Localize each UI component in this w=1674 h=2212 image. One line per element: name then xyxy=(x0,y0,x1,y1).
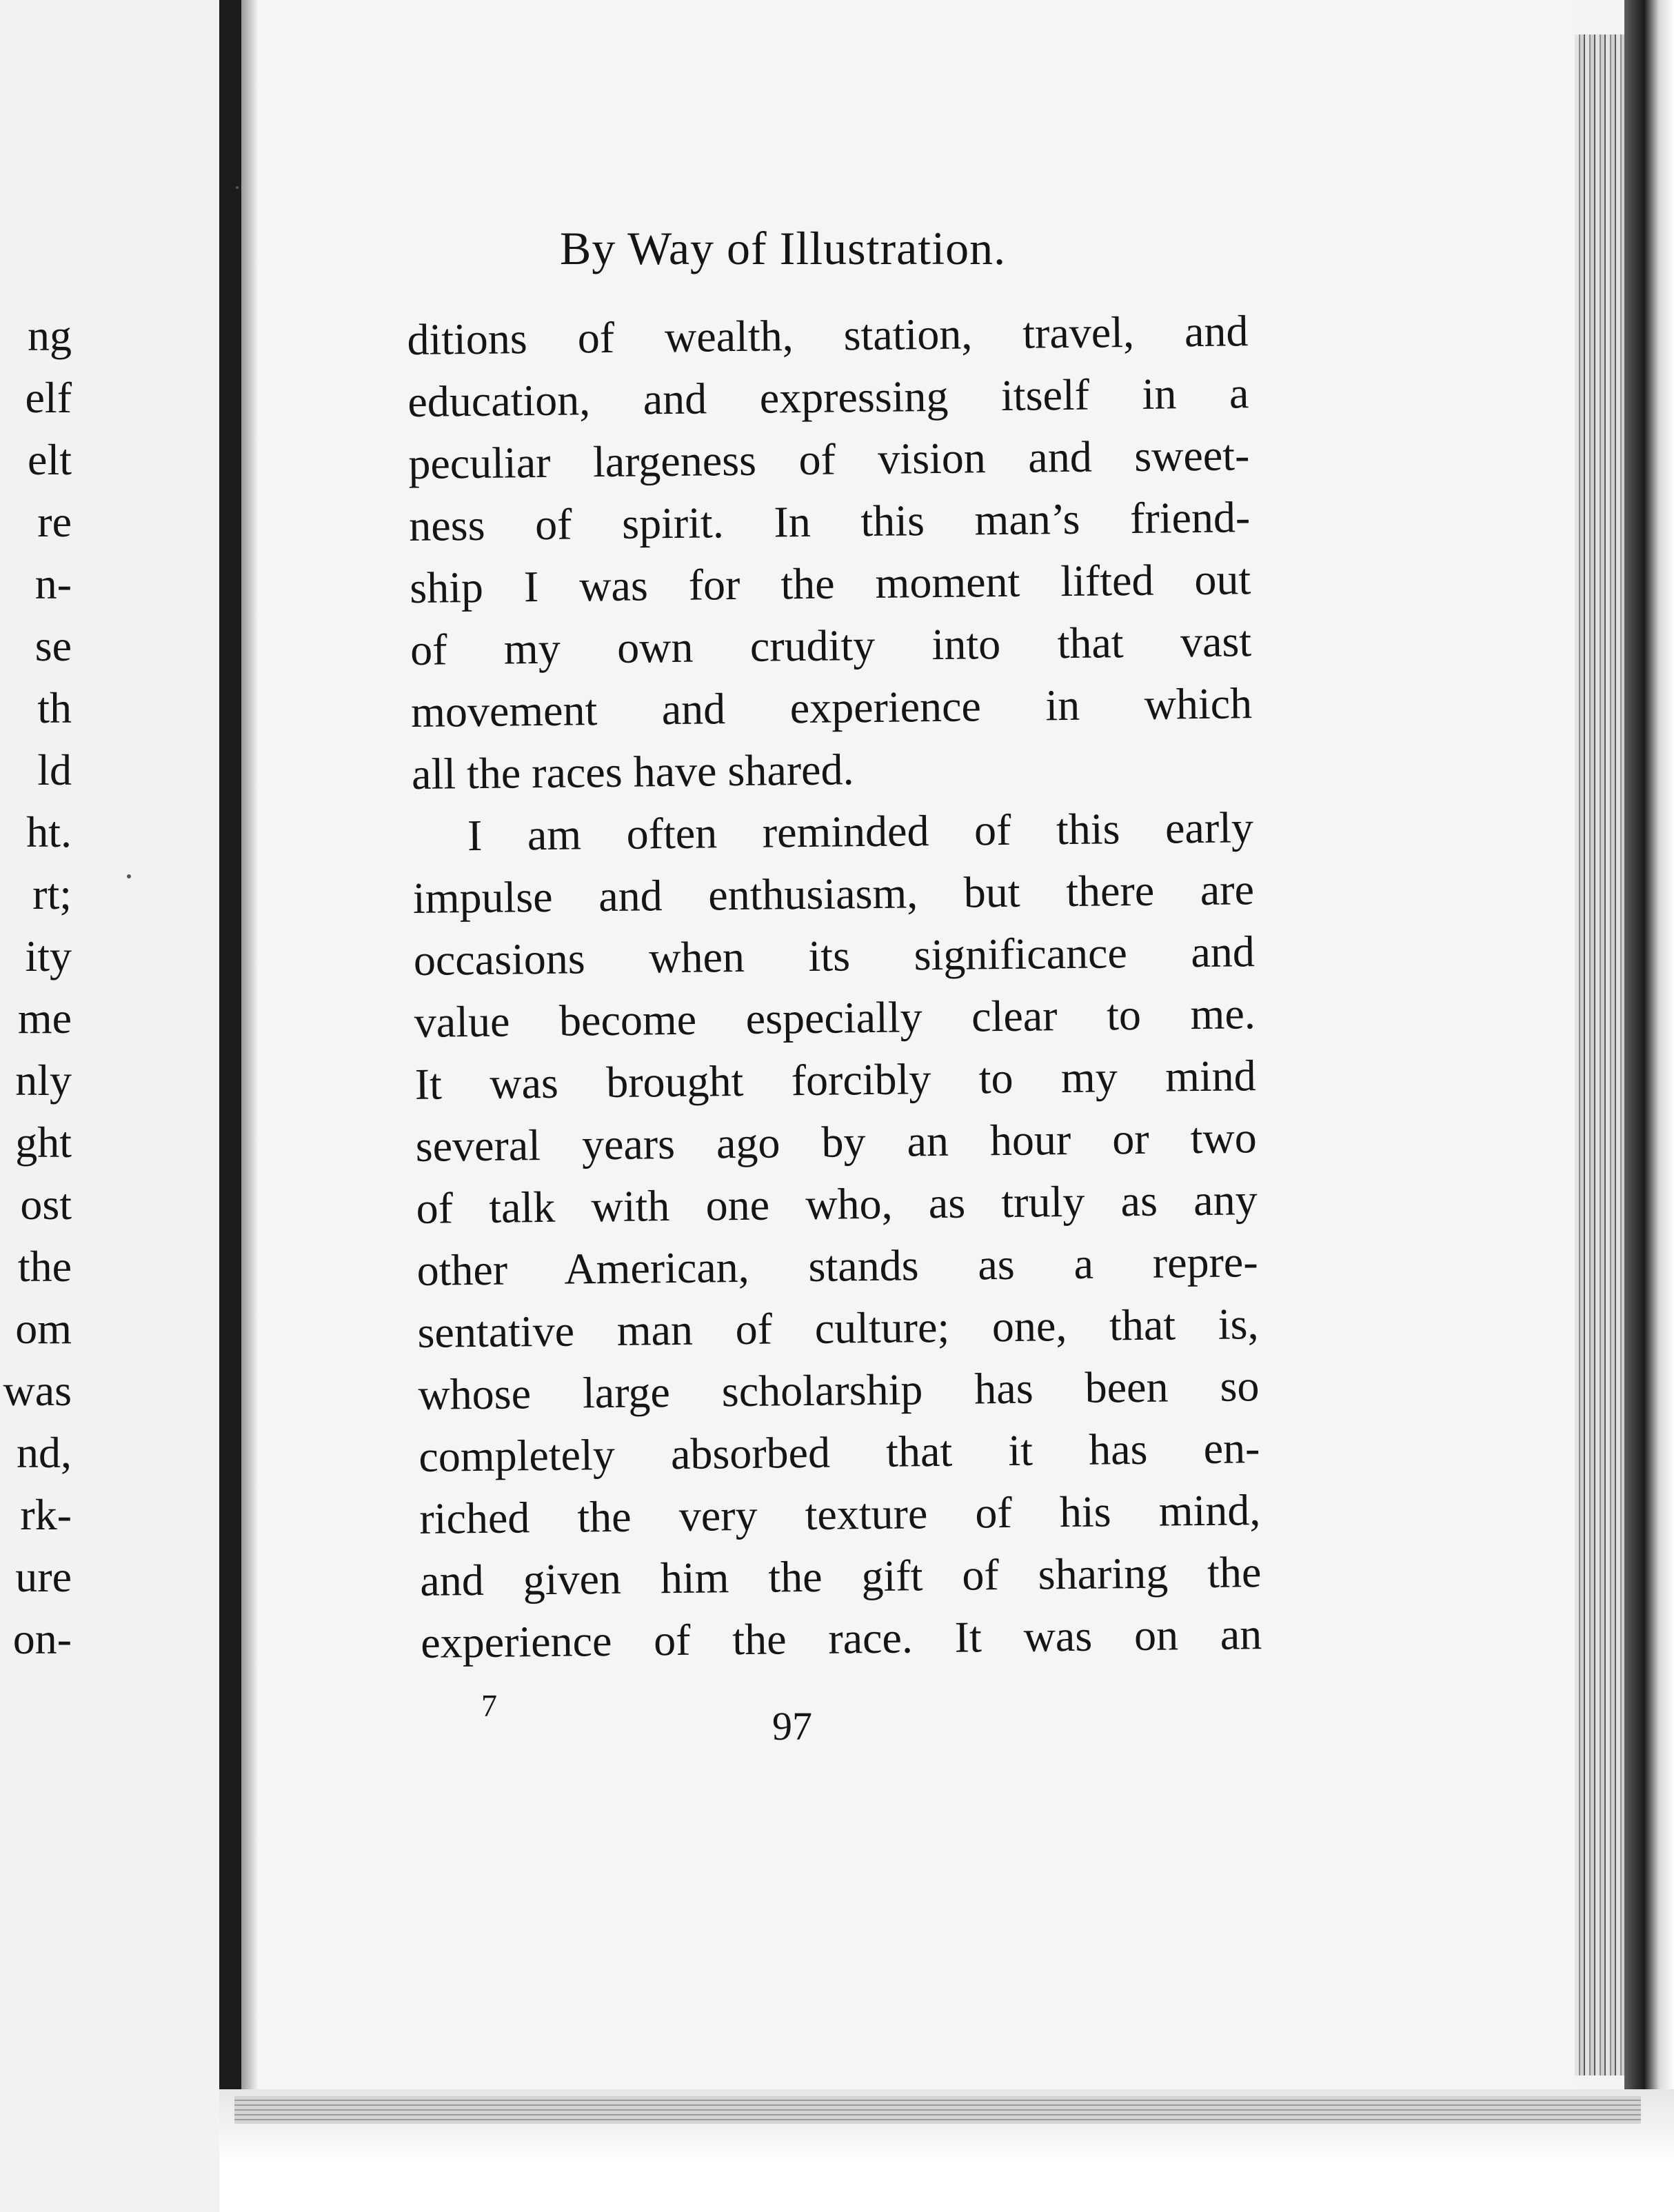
text-line: of my own crudity into that vast xyxy=(410,616,1252,674)
text-line: experience of the race. It was on an xyxy=(420,1609,1262,1667)
book-gutter xyxy=(219,0,241,2089)
left-line: elt xyxy=(28,435,72,484)
text-line: other American, stands as a repre- xyxy=(416,1237,1258,1295)
text-line: movement and experience in which xyxy=(410,678,1253,736)
text-line: impulse and enthusiasm, but there are xyxy=(412,865,1255,923)
left-line: n- xyxy=(34,559,72,608)
text-line: ness of spirit. In this man’s friend- xyxy=(408,492,1251,550)
signature-mark: 7 xyxy=(481,1688,497,1723)
left-line: re xyxy=(37,497,72,546)
text-line: ship I was for the moment lifted out xyxy=(409,554,1251,612)
text-line: of talk with one who, as truly as any xyxy=(416,1175,1258,1233)
book-cover-edge xyxy=(1624,0,1674,2212)
text-line: whose large scholarship has been so xyxy=(418,1361,1260,1419)
left-line: ity xyxy=(25,932,72,981)
left-line: rt; xyxy=(32,869,72,918)
left-line: se xyxy=(34,621,72,670)
left-line: th xyxy=(37,683,72,732)
scan-speck xyxy=(236,186,239,189)
left-line: ght xyxy=(15,1118,72,1167)
running-head: By Way of Illustration. xyxy=(560,222,1007,274)
left-page xyxy=(0,0,219,2212)
left-line: ost xyxy=(20,1180,72,1229)
text-line: riched the very texture of his mind, xyxy=(419,1485,1261,1543)
text-line: It was brought forcibly to my mind xyxy=(414,1051,1257,1109)
left-line: me xyxy=(17,994,72,1043)
left-line: om xyxy=(15,1304,72,1353)
page-edges xyxy=(1575,34,1624,2075)
left-line: elf xyxy=(25,373,72,422)
left-page-line-endings xyxy=(0,305,219,1670)
left-line: nd, xyxy=(17,1428,72,1477)
left-line: ld xyxy=(37,745,72,794)
text-line: peculiar largeness of vision and sweet- xyxy=(407,430,1250,488)
left-line: was xyxy=(3,1366,72,1415)
body-text xyxy=(407,300,1262,1674)
scan-speck xyxy=(127,874,131,878)
left-line: ure xyxy=(15,1552,72,1601)
left-line: nly xyxy=(15,1056,72,1105)
text-line: education, and expressing itself in a xyxy=(407,368,1249,426)
left-line: the xyxy=(17,1242,72,1291)
bottom-page-edges xyxy=(234,2096,1641,2124)
text-line: ditions of wealth, station, travel, and xyxy=(407,306,1249,364)
text-line: I am often reminded of this early xyxy=(467,803,1254,861)
text-line: all the races have shared. xyxy=(411,745,854,798)
text-line: sentative man of culture; one, that is, xyxy=(417,1299,1259,1357)
text-line: value become especially clear to me. xyxy=(414,989,1256,1047)
left-line: rk- xyxy=(20,1490,72,1539)
gutter-shadow xyxy=(241,0,258,2089)
text-line: completely absorbed that it has en- xyxy=(418,1423,1260,1481)
text-line: occasions when its significance and xyxy=(413,927,1256,985)
text-line: and given him the gift of sharing the xyxy=(419,1547,1262,1605)
page-number: 97 xyxy=(772,1704,812,1749)
text-line: several years ago by an hour or two xyxy=(415,1113,1258,1171)
left-line: on- xyxy=(12,1614,72,1663)
left-line: ht. xyxy=(26,807,72,856)
left-line: ng xyxy=(28,311,72,360)
